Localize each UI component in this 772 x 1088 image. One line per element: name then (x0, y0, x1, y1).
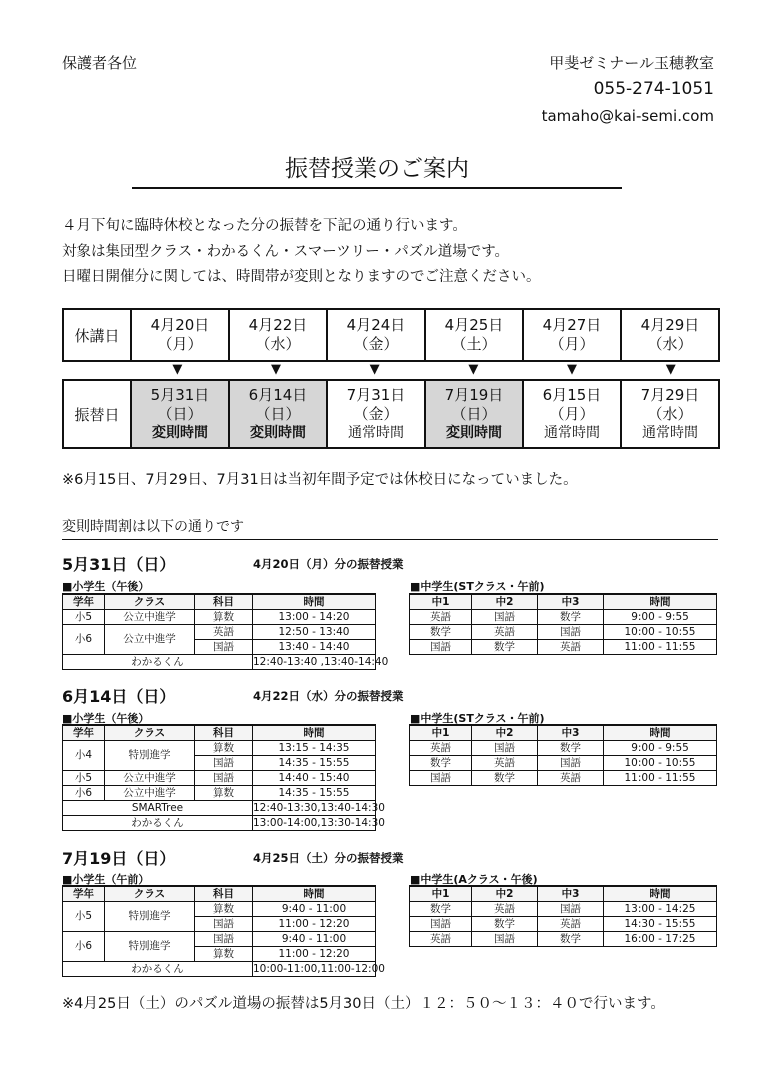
col-header: 中3 (538, 594, 604, 610)
closed-day-cell: 4月25日 （土） (425, 309, 523, 361)
time-cell: 12:40-13:40 ,13:40-14:40 (253, 655, 389, 668)
subject-cell: 算数 (195, 947, 253, 962)
arrow-down-icon: ▼ (665, 362, 676, 377)
col-header: 中2 (472, 886, 538, 902)
col-header: 学年 (63, 886, 105, 902)
time-cell: 9:40 - 11:00 (253, 902, 376, 917)
recipient: 保護者各位 (62, 54, 138, 72)
grade-cell: 小5 (63, 902, 105, 932)
junior-high-timetable (409, 593, 717, 655)
table-row (63, 816, 376, 831)
table-row (63, 741, 376, 756)
grade-cell: 小5 (63, 610, 105, 625)
grade-cell: 小6 (63, 932, 105, 962)
time-cell: 14:35 - 15:55 (253, 786, 376, 801)
section-date: 5月31日（日） (62, 555, 176, 574)
makeup-day-cell: 7月29日 （水） 通常時間 (621, 380, 719, 448)
table-row: 英語 国語 数学 9:00 - 9:55 (410, 741, 717, 756)
grade-cell: 小5 (63, 771, 105, 786)
note-puzzle-dojo: ※4月25日（土）のパズル道場の振替は5月30日（土）１２：５０～１３：４０で行います。 (62, 996, 665, 1012)
time-cell: 13:40 - 14:40 (253, 640, 376, 655)
closed-day-cell: 4月22日 （水） (229, 309, 327, 361)
closed-day-cell: 4月29日 （水） (621, 309, 719, 361)
program-cell: わかるくん (63, 816, 253, 831)
makeup-day-cell: 7月31日 （金） 通常時間 (327, 380, 425, 448)
time-cell: 12:40-13:30,13:40-14:30 (253, 801, 385, 814)
subject-cell: 国語 (195, 917, 253, 932)
phone-number: 055-274-1051 (593, 79, 714, 99)
makeup-day-cell: 6月14日 （日） 変則時間 (229, 380, 327, 448)
school-name: 甲斐ゼミナール玉穂教室 (549, 54, 714, 72)
col-header: 時間 (253, 594, 376, 610)
junior-high-label: ■中学生(Aクラス・午後) (410, 873, 538, 886)
time-cell: 12:50 - 13:40 (253, 625, 376, 640)
makeup-day-cell: 5月31日 （日） 変則時間 (131, 380, 229, 448)
col-header: 科目 (195, 725, 253, 741)
col-header: 中1 (410, 594, 472, 610)
arrow-down-icon: ▼ (172, 362, 183, 377)
time-cell: 11:00 - 12:20 (253, 947, 376, 962)
note-holidays: ※6月15日、7月29日、7月31日は当初年間予定では休校日になっていました。 (62, 472, 578, 488)
grade-cell: 小6 (63, 786, 105, 801)
class-cell: 公立中進学 (105, 610, 195, 625)
subject-cell: 算数 (195, 902, 253, 917)
elementary-timetable (62, 593, 389, 670)
class-cell: 特別進学 (105, 932, 195, 962)
section-date: 6月14日（日） (62, 687, 176, 706)
program-cell: わかるくん (63, 962, 253, 977)
closed-days-table (62, 308, 720, 362)
col-header: 時間 (253, 725, 376, 741)
col-header: 中3 (538, 725, 604, 741)
table-row (63, 902, 376, 917)
col-header: 時間 (253, 886, 376, 902)
time-cell: 13:00-14:00,13:30-14:30 (253, 816, 385, 829)
table-row: 国語 数学 英語 11:00 - 11:55 (410, 640, 717, 655)
table-row (63, 771, 376, 786)
time-cell: 9:40 - 11:00 (253, 932, 376, 947)
email-address: tamaho@kai-semi.com (541, 107, 714, 125)
closed-label: 休講日 (63, 309, 131, 361)
elementary-timetable (62, 885, 385, 977)
time-cell: 14:40 - 15:40 (253, 771, 376, 786)
closed-day-cell: 4月27日 （月） (523, 309, 621, 361)
subject-cell: 国語 (195, 932, 253, 947)
table-row: 国語 数学 英語 14:30 - 15:55 (410, 917, 717, 932)
arrow-down-icon: ▼ (567, 362, 578, 377)
subject-cell: 算数 (195, 610, 253, 625)
table-row (63, 655, 376, 670)
section-subtitle: 4月20日（月）分の振替授業 (253, 557, 404, 571)
makeup-day-cell: 6月15日 （月） 通常時間 (523, 380, 621, 448)
program-cell: SMARTree (63, 801, 253, 816)
intro-line: 対象は集団型クラス・わかるくん・スマーツリー・パズル道場です。 (62, 243, 510, 260)
subject-cell: 算数 (195, 786, 253, 801)
col-header: 時間 (604, 886, 717, 902)
table-row: 英語 国語 数学 9:00 - 9:55 (410, 610, 717, 625)
elementary-label: ■小学生（午後） (62, 712, 150, 725)
program-cell: わかるくん (63, 655, 253, 670)
time-cell: 13:15 - 14:35 (253, 741, 376, 756)
col-header: クラス (105, 886, 195, 902)
table-row (63, 786, 376, 801)
arrow-down-icon: ▼ (369, 362, 380, 377)
table-row (63, 625, 376, 640)
subject-cell: 英語 (195, 625, 253, 640)
time-cell: 14:35 - 15:55 (253, 756, 376, 771)
table-row (63, 962, 376, 977)
time-cell: 11:00 - 12:20 (253, 917, 376, 932)
col-header: 中2 (472, 725, 538, 741)
arrow-down-icon: ▼ (468, 362, 479, 377)
subject-cell: 国語 (195, 756, 253, 771)
junior-high-timetable (409, 885, 717, 947)
class-cell: 特別進学 (105, 741, 195, 771)
class-cell: 特別進学 (105, 902, 195, 932)
section-subtitle: 4月22日（水）分の振替授業 (253, 689, 404, 703)
table-row (63, 932, 376, 947)
junior-high-timetable (409, 724, 717, 786)
closed-day-cell: 4月24日 （金） (327, 309, 425, 361)
col-header: 科目 (195, 886, 253, 902)
arrow-down-icon: ▼ (271, 362, 281, 377)
col-header: クラス (105, 725, 195, 741)
subject-cell: 国語 (195, 640, 253, 655)
class-cell: 公立中進学 (105, 625, 195, 655)
elementary-label: ■小学生（午前） (62, 873, 150, 886)
elementary-label: ■小学生（午後） (62, 580, 150, 593)
arrow-row (128, 362, 720, 378)
page-title: 振替授業のご案内 (132, 150, 622, 189)
col-header: 中3 (538, 886, 604, 902)
makeup-days-table (62, 379, 720, 449)
table-row (63, 801, 376, 816)
table-row: 国語 数学 英語 11:00 - 11:55 (410, 771, 717, 786)
subject-cell: 国語 (195, 771, 253, 786)
junior-high-label: ■中学生(STクラス・午前) (410, 712, 545, 725)
col-header: 中1 (410, 886, 472, 902)
elementary-timetable (62, 724, 385, 831)
col-header: クラス (105, 594, 195, 610)
table-row (63, 610, 376, 625)
junior-high-label: ■中学生(STクラス・午前) (410, 580, 545, 593)
makeup-day-cell: 7月19日 （日） 変則時間 (425, 380, 523, 448)
time-cell: 10:00-11:00,11:00-12:00 (253, 962, 385, 975)
table-row: 数学 英語 国語 10:00 - 10:55 (410, 625, 717, 640)
subject-cell: 算数 (195, 741, 253, 756)
col-header: 学年 (63, 725, 105, 741)
class-cell: 公立中進学 (105, 771, 195, 786)
col-header: 中1 (410, 725, 472, 741)
section-heading: 変則時間割は以下の通りです (62, 516, 718, 540)
makeup-label: 振替日 (63, 380, 131, 448)
intro-text (62, 214, 541, 291)
col-header: 時間 (604, 594, 717, 610)
intro-line: ４月下旬に臨時休校となった分の振替を下記の通り行います。 (62, 218, 467, 234)
grade-cell: 小6 (63, 625, 105, 655)
col-header: 学年 (63, 594, 105, 610)
table-row: 数学 英語 国語 13:00 - 14:25 (410, 902, 717, 917)
class-cell: 公立中進学 (105, 786, 195, 801)
col-header: 科目 (195, 594, 253, 610)
intro-line: 日曜日開催分に関しては、時間帯が変則となりますのでご注意ください。 (62, 269, 541, 285)
col-header: 時間 (604, 725, 717, 741)
col-header: 中2 (472, 594, 538, 610)
grade-cell: 小4 (63, 741, 105, 771)
time-cell: 13:00 - 14:20 (253, 610, 376, 625)
section-subtitle: 4月25日（土）分の振替授業 (253, 851, 404, 865)
section-date: 7月19日（日） (62, 849, 176, 868)
table-row: 英語 国語 数学 16:00 - 17:25 (410, 932, 717, 947)
closed-day-cell: 4月20日 （月） (131, 309, 229, 361)
table-row: 数学 英語 国語 10:00 - 10:55 (410, 756, 717, 771)
